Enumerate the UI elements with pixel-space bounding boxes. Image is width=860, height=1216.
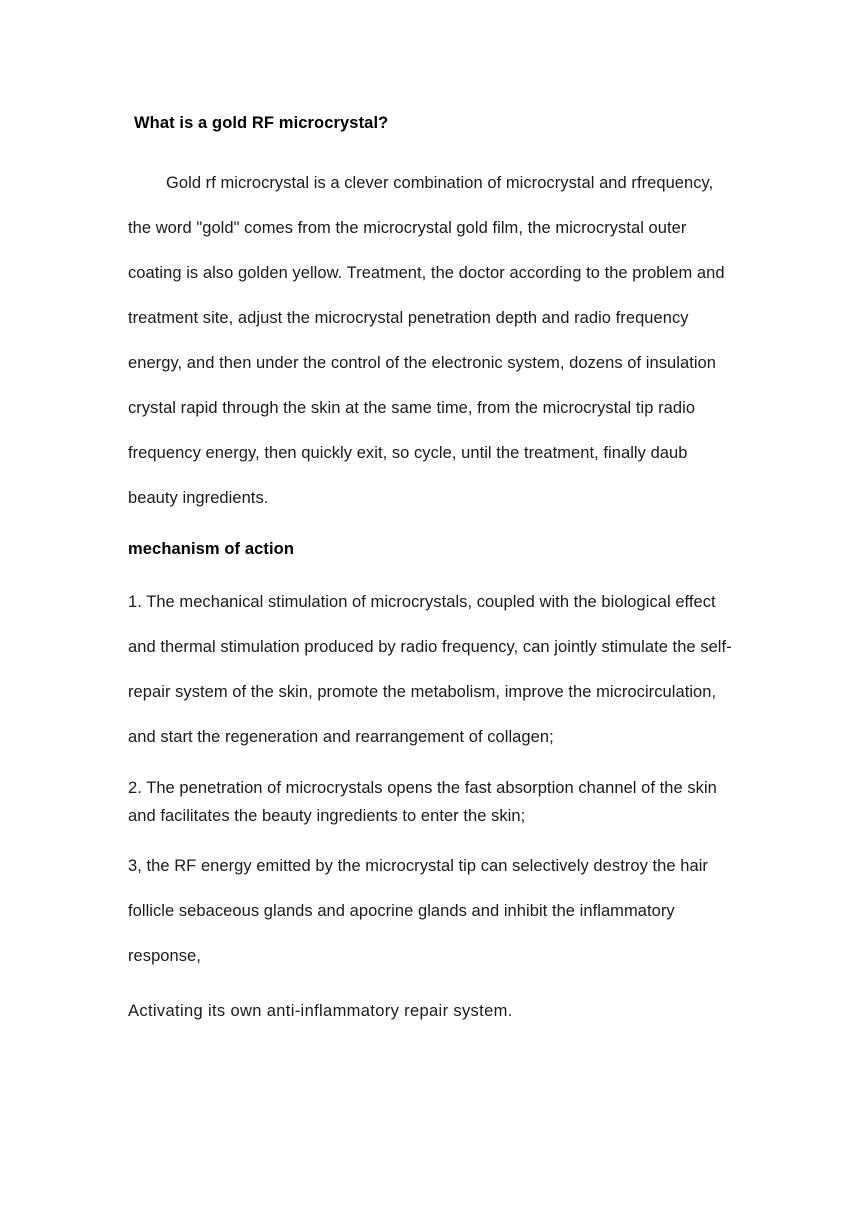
closing-block <box>128 997 736 1025</box>
item-2-block <box>128 774 740 830</box>
intro-block <box>128 161 736 521</box>
closing-line: Activating its own anti-inflammatory repair system. <box>128 1002 513 1021</box>
list-item: 2. The penetration of microcrystals opens the fast absorption channel of the skin and facilitates the beauty ingredients to enter the skin; <box>128 779 717 826</box>
section-heading-mechanism: mechanism of action <box>128 540 295 559</box>
item-3-block <box>128 844 736 979</box>
list-item: 3, the RF energy emitted by the microcrystal tip can selectively destroy the hair follicle sebaceous glands and apocrine glands and inhibit the inflammatory response, <box>128 857 708 966</box>
item-1-block <box>128 580 736 760</box>
page-title: What is a gold RF microcrystal? <box>134 114 389 132</box>
intro-paragraph: Gold rf microcrystal is a clever combination of microcrystal and rfrequency, the word "gold" comes from the microcrystal gold film, the microcrystal outer coating is also golden yellow. Treatment, the doctor according to the problem and treatment site, adjust the microcrystal penetration depth and radio frequency energy, and then under the control of the electronic system, dozens of insulation crystal rapid through the skin at the same time, from the microcrystal tip radio frequency energy, then quickly exit, so cycle, until the treatment, finally daub beauty ingredients. <box>128 174 725 508</box>
list-item: 1. The mechanical stimulation of microcrystals, coupled with the biological effect and thermal stimulation produced by radio frequency, can jointly stimulate the self-repair system of the skin, promote the metabolism, improve the microcirculation, and start the regeneration and rearrangement of collagen; <box>128 593 732 747</box>
